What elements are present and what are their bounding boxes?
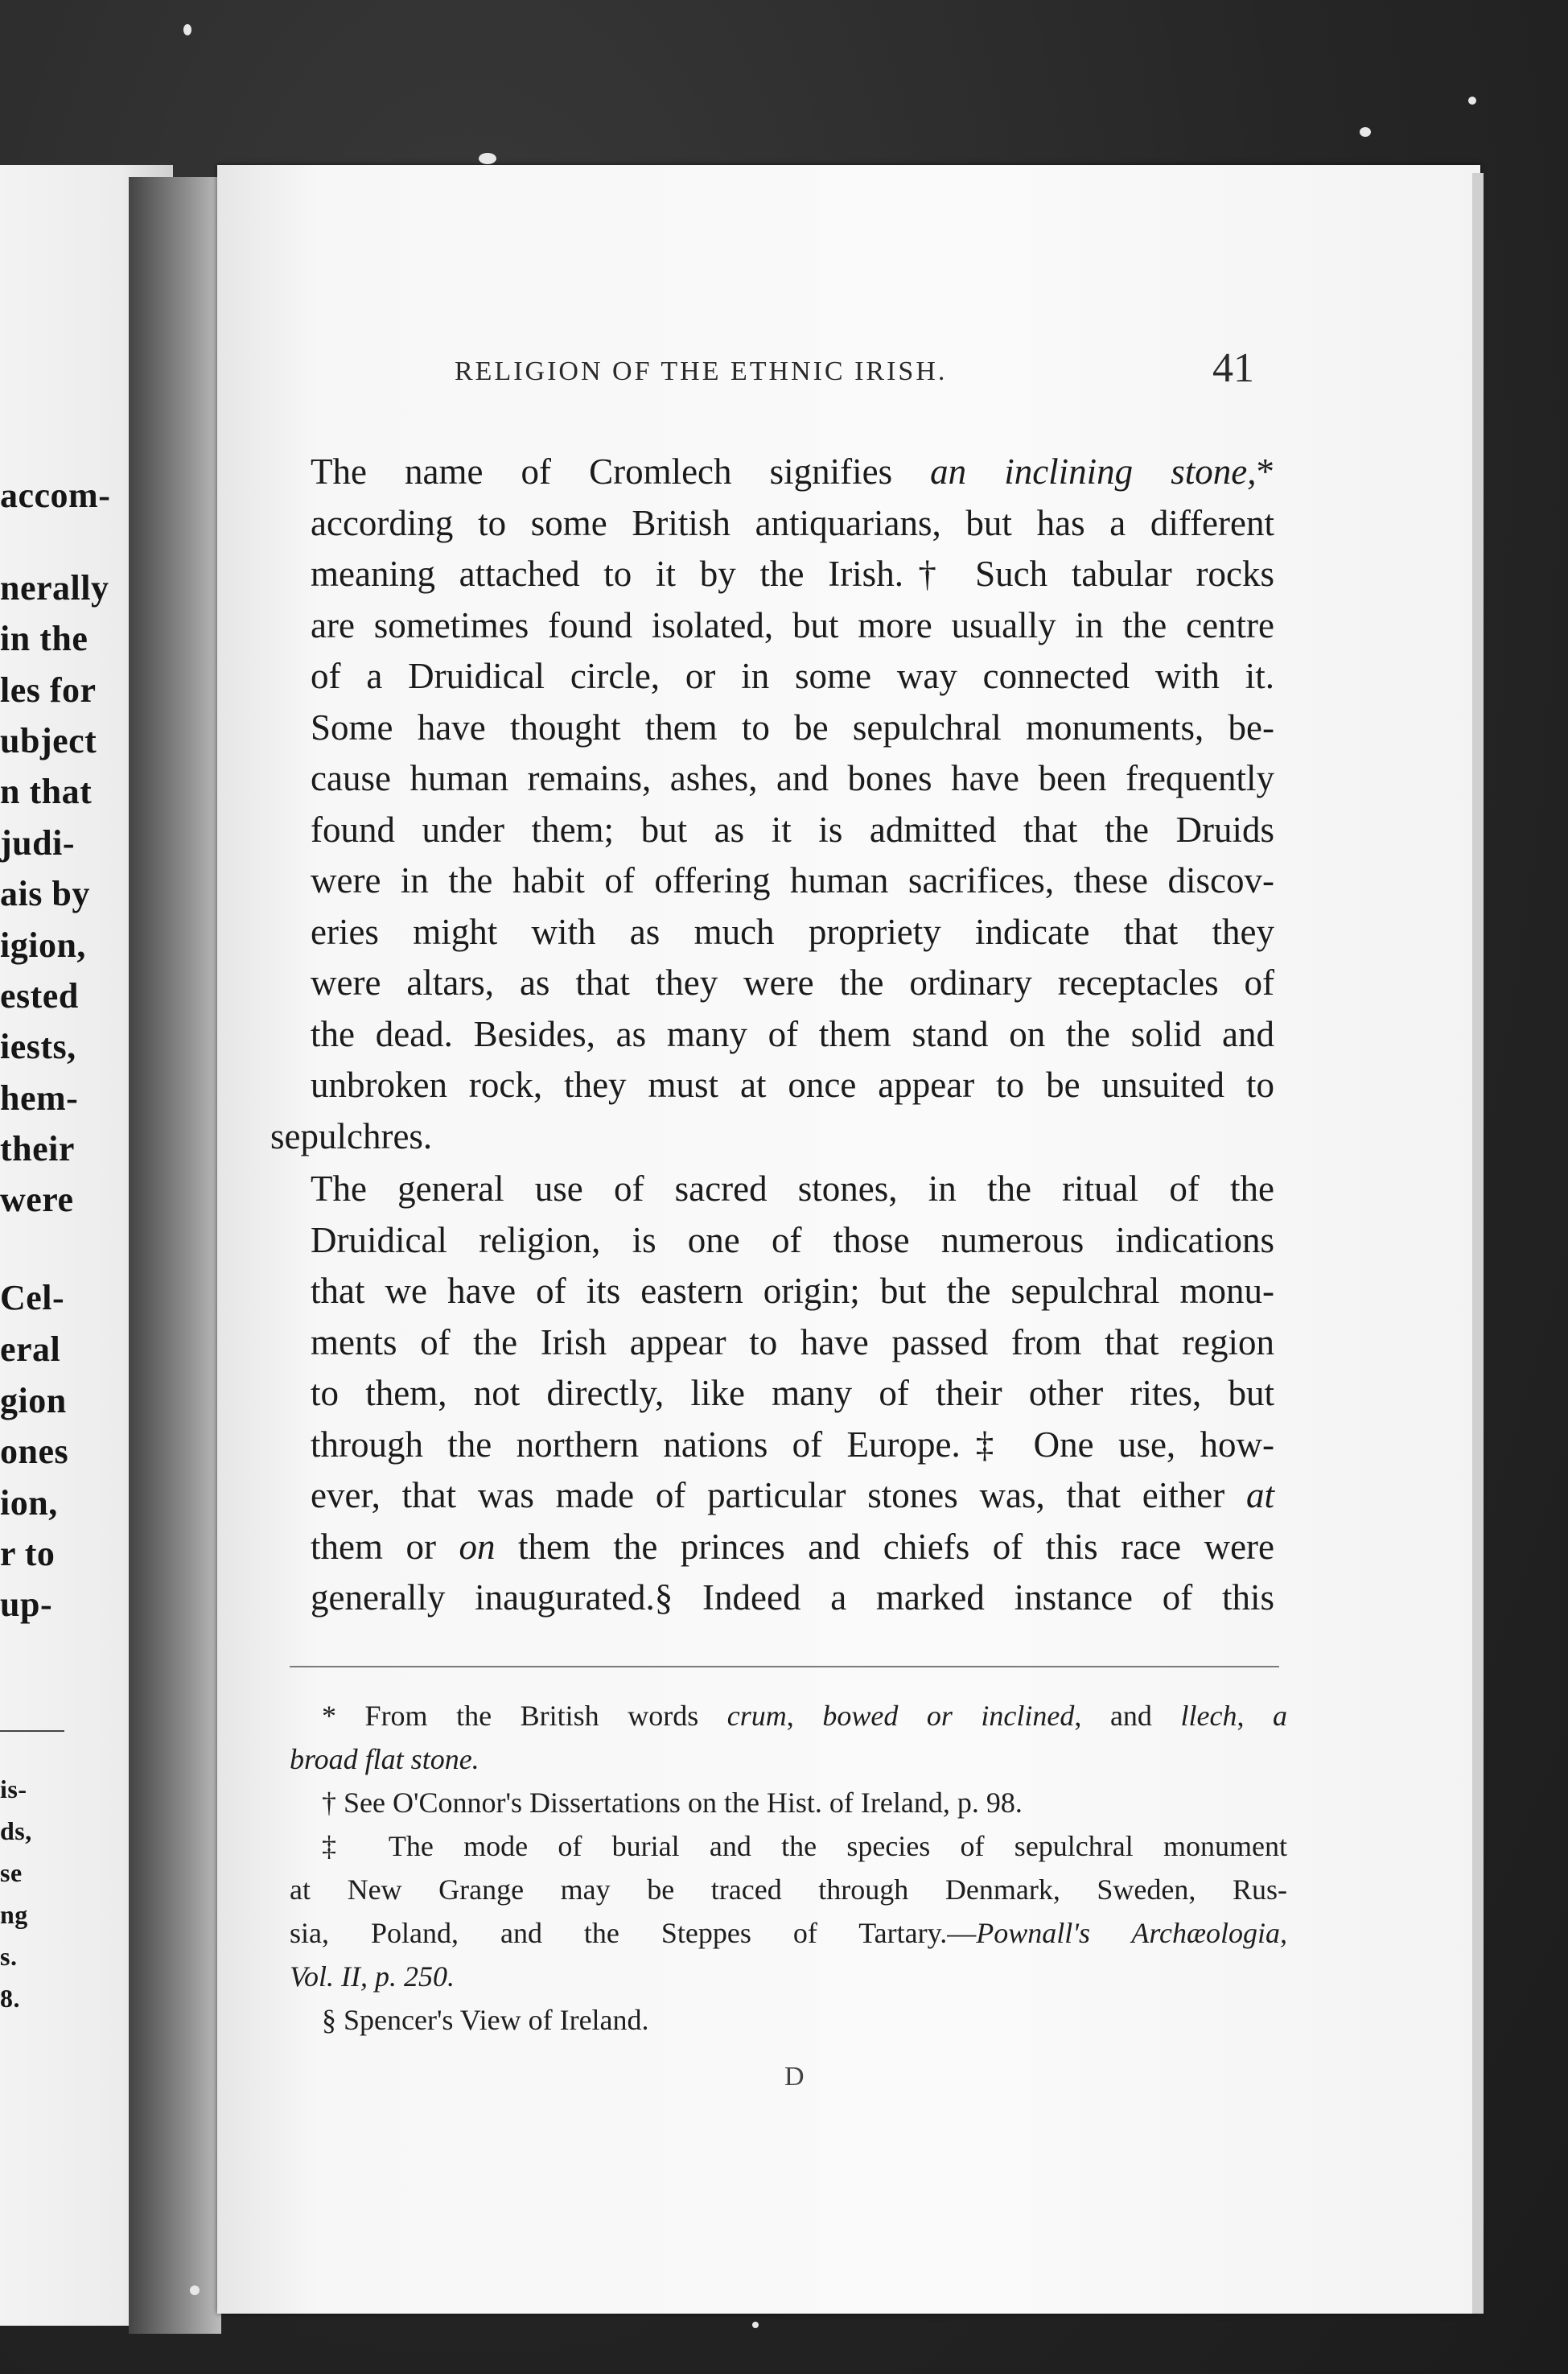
- facing-line: igion,: [0, 925, 86, 965]
- text-run: ever, that was made of particular stones was, that either: [311, 1475, 1246, 1515]
- text-line: generally inaugurated.§ Indeed a marked instance of this: [311, 1577, 1274, 1618]
- text-run: them the princes and chiefs of this race were: [495, 1526, 1275, 1567]
- facing-line: ested: [0, 976, 79, 1016]
- facing-footnote-line: 8.: [0, 1984, 20, 2013]
- facing-line: up-: [0, 1585, 53, 1624]
- italic-run: at: [1245, 1475, 1274, 1515]
- paragraph-1: [270, 447, 1274, 1162]
- footnote-line: ‡ The mode of burial and the species of sepulchral monument: [322, 1830, 1287, 1862]
- facing-footnote-line: se: [0, 1858, 23, 1887]
- text-line: of a Druidical circle, or in some way connected with it.: [311, 656, 1274, 696]
- italic-run: bowed or inclined: [822, 1700, 1075, 1732]
- footnote-line: [290, 1955, 1287, 1998]
- footnote-double-dagger: [290, 1824, 1287, 1998]
- facing-line: iests,: [0, 1027, 76, 1066]
- facing-line: nerally: [0, 568, 109, 608]
- text-line: unbroken rock, they must at once appear to be unsuited to: [311, 1065, 1274, 1105]
- footnote-dagger: [290, 1781, 1287, 1824]
- text-line: were altars, as that they were the ordinary receptacles of: [311, 962, 1274, 1003]
- facing-line: were: [0, 1180, 74, 1219]
- text-run: sia, Poland, and the Steppes of Tartary.—: [290, 1917, 977, 1949]
- facing-line: ais by: [0, 874, 90, 913]
- italic-run: on: [459, 1526, 496, 1567]
- film-speck: [183, 24, 191, 35]
- footnote-line: [290, 1737, 1287, 1781]
- running-head-title: RELIGION OF THE ETHNIC IRISH.: [455, 357, 948, 386]
- text-run: * From the British words: [322, 1700, 727, 1732]
- film-speck: [1468, 97, 1476, 105]
- italic-run: Vol. II, p. 250.: [290, 1960, 455, 1993]
- facing-line: ones: [0, 1432, 69, 1471]
- footnote-line: [290, 1694, 1287, 1737]
- italic-run: a: [1273, 1700, 1288, 1732]
- text-line: are sometimes found isolated, but more usually in the centre: [311, 604, 1274, 645]
- page-gutter-shadow: [129, 177, 221, 2334]
- italic-run: Pownall's Archæologia,: [976, 1917, 1287, 1949]
- facing-line: accom-: [0, 476, 111, 515]
- facing-line: judi-: [0, 823, 75, 863]
- page-edge: [1472, 173, 1484, 2314]
- film-speck: [1360, 127, 1371, 137]
- facing-footnote-line: ds,: [0, 1816, 32, 1845]
- body-text: [270, 447, 1274, 1624]
- footnote-rule: [290, 1666, 1279, 1667]
- facing-line: their: [0, 1129, 75, 1168]
- facing-line: ion,: [0, 1483, 58, 1523]
- text-line: ments of the Irish appear to have passed from that region: [311, 1321, 1274, 1362]
- footnote-line: at New Grange may be traced through Denmark, Sweden, Rus-: [290, 1873, 1287, 1906]
- text-line: [270, 1470, 1274, 1522]
- facing-footnote-line: ng: [0, 1900, 28, 1929]
- film-speck: [479, 153, 496, 164]
- italic-run: llech: [1180, 1700, 1237, 1732]
- facing-line: eral: [0, 1329, 61, 1369]
- facing-line: in the: [0, 619, 88, 658]
- text-line: to them, not directly, like many of their other rites, but: [311, 1373, 1274, 1413]
- text-line: were in the habit of offering human sacrifices, these discov-: [311, 860, 1274, 901]
- text-run: them or: [311, 1526, 459, 1567]
- facing-footnote-line: is-: [0, 1774, 27, 1803]
- film-speck: [190, 2285, 200, 2295]
- text-line: [270, 447, 1274, 498]
- text-line: according to some British antiquarians, but has a different: [311, 502, 1274, 543]
- text-line: through the northern nations of Europe.‡ One use, how-: [311, 1424, 1274, 1465]
- italic-run: broad flat stone.: [290, 1743, 479, 1775]
- text-line: meaning attached to it by the Irish.† Such tabular rocks: [311, 554, 1274, 594]
- facing-line: ubject: [0, 721, 97, 760]
- text-line: [270, 1522, 1274, 1573]
- footnote-line: § Spencer's View of Ireland.: [322, 2004, 649, 2036]
- facing-footnote-rule: [0, 1730, 64, 1732]
- text-line: Druidical religion, is one of those numerous indications: [311, 1219, 1274, 1260]
- text-line: eries might with as much propriety indicate that they: [311, 911, 1274, 952]
- footnote-ref: *: [1256, 451, 1274, 492]
- text-line: Some have thought them to be sepulchral monuments, be-: [311, 707, 1274, 748]
- text-line: cause human remains, ashes, and bones have been frequently: [311, 758, 1274, 798]
- italic-run: an inclining stone,: [930, 451, 1257, 492]
- facing-footnote-line: s.: [0, 1942, 18, 1971]
- page-number: 41: [1212, 345, 1254, 391]
- film-speck: [752, 2322, 759, 2328]
- facing-line: les for: [0, 670, 97, 710]
- footnotes: [290, 1694, 1287, 2042]
- text-run: ,: [1237, 1700, 1274, 1732]
- text-run: The name of Cromlech signifies: [311, 451, 931, 492]
- text-line: that we have of its eastern origin; but the sepulchral monu-: [311, 1271, 1274, 1311]
- text-line: found under them; but as it is admitted that the Druids: [311, 809, 1274, 850]
- footnote-line: [290, 1911, 1287, 1955]
- facing-line: hem-: [0, 1078, 79, 1118]
- text-run: ,: [786, 1700, 823, 1732]
- footnote-star: [290, 1694, 1287, 1781]
- text-run: , and: [1074, 1700, 1181, 1732]
- facing-line: Cel-: [0, 1278, 65, 1317]
- facing-line: r to: [0, 1534, 56, 1573]
- signature-mark: D: [784, 2062, 805, 2092]
- italic-run: crum: [726, 1700, 787, 1732]
- paragraph-2: [270, 1164, 1274, 1624]
- text-line: sepulchres.: [270, 1115, 433, 1156]
- footnote-section: [290, 1998, 1287, 2042]
- facing-line: n that: [0, 772, 93, 811]
- text-line: the dead. Besides, as many of them stand on the solid and: [311, 1013, 1274, 1054]
- text-line: The general use of sacred stones, in the ritual of the: [311, 1168, 1274, 1209]
- facing-line: gion: [0, 1381, 67, 1420]
- footnote-line: † See O'Connor's Dissertations on the Hist. of Ireland, p. 98.: [322, 1787, 1023, 1819]
